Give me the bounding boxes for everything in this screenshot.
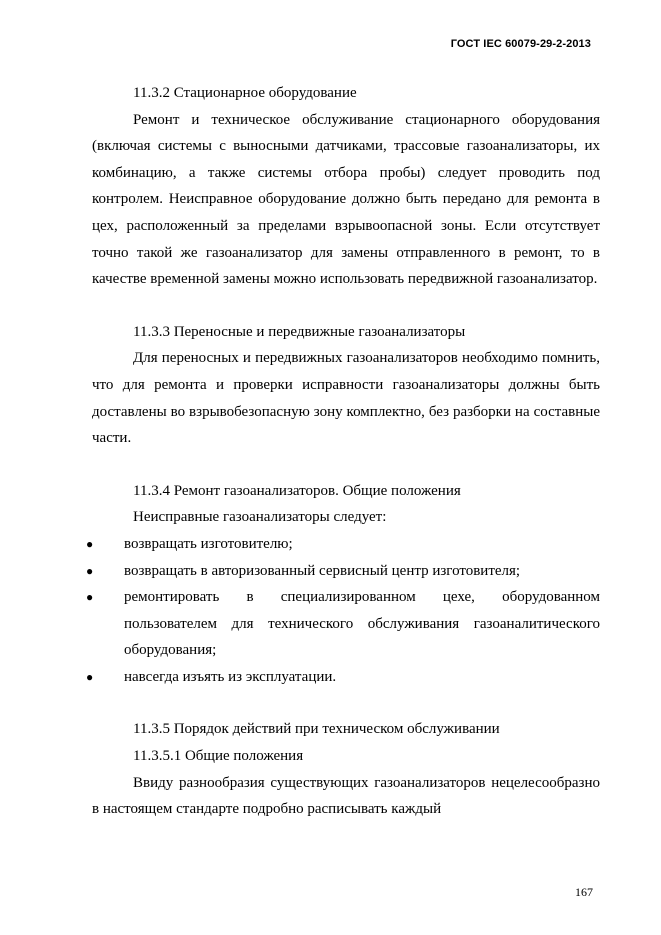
section-intro-11-3-4: Неисправные газоанализаторы следует: — [133, 509, 387, 526]
list-item: ● возвращать в авторизованный сервисный центр изготовителя; — [92, 558, 600, 585]
section-heading-11-3-5: 11.3.5 Порядок действий при техническом обслуживании — [133, 721, 500, 738]
section-heading-11-3-3: 11.3.3 Переносные и передвижные газоанализаторы — [133, 323, 466, 340]
section-paragraph-11-3-2: Ремонт и техническое обслуживание стационарного оборудования (включая системы с выносными датчиками, трассовые газоанализаторы, их комбинацию, а также системы отбора пробы) следует проводить под контролем. Неисправное оборудование должно быть передано для ремонта в цех, расположенный за пределами взрывоопасной зоны. Если отсутствует точно такой же газоанализатор для замены отправленного в ремонт, то в качестве временной замены можно использовать передвижной газоанализатор. — [92, 111, 600, 288]
section-paragraph-11-3-3: Для переносных и передвижных газоанализаторов необходимо помнить, что для ремонта и проверки исправности газоанализаторы должны быть доставлены во взрывобезопасную зону комплектно, без разборки на составные части. — [92, 350, 600, 447]
subsection-heading-11-3-5-1: 11.3.5.1 Общие положения — [133, 748, 304, 765]
page-content — [86, 80, 600, 823]
list-item: ● навсегда изъять из эксплуатации. — [92, 664, 600, 691]
bullet-icon: ● — [86, 590, 94, 605]
repair-options-list — [86, 531, 600, 691]
list-item: ● возвращать изготовителю; — [92, 531, 600, 558]
bullet-icon: ● — [86, 563, 94, 578]
list-item: ● ремонтировать в специализированном цехе, оборудованном пользователем для технического обслуживания газоаналитического оборудования; — [92, 584, 600, 664]
section-heading-11-3-2: 11.3.2 Стационарное оборудование — [133, 85, 357, 101]
page-number: 167 — [575, 885, 593, 899]
section-heading-11-3-4: 11.3.4 Ремонт газоанализаторов. Общие положения — [133, 482, 461, 499]
document-code-header: ГОСТ IEC 60079-29-2-2013 — [450, 38, 591, 50]
bullet-icon: ● — [86, 536, 94, 551]
section-paragraph-11-3-5-1: Ввиду разнообразия существующих газоанализаторов нецелесообразно в настоящем стандарте подробно расписывать каждый — [92, 774, 600, 818]
bullet-icon: ● — [86, 669, 94, 684]
